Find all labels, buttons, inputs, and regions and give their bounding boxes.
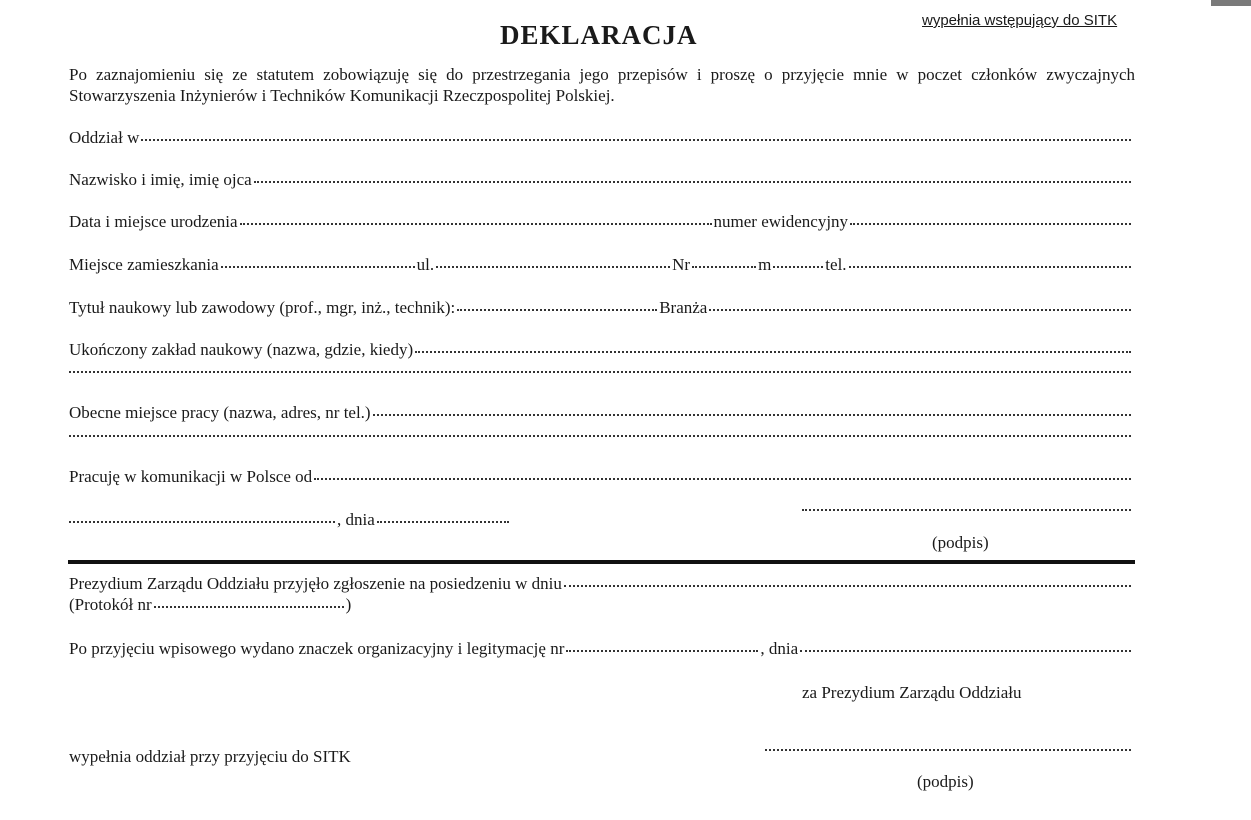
label-dnia-2: , dnia: [760, 639, 799, 658]
input-line-komunikacja[interactable]: [314, 477, 1131, 480]
field-row-prezydium: [69, 574, 1133, 594]
field-row-zaklad-cont: [69, 372, 1133, 375]
label-m: m: [758, 255, 772, 274]
field-row-address: [69, 255, 1133, 275]
field-row-praca-cont: [69, 436, 1133, 439]
input-line-ul[interactable]: [436, 265, 670, 268]
label-miejsce-zamieszkania: Miejsce zamieszkania: [69, 255, 219, 274]
label-tytul: Tytuł naukowy lub zawodowy (prof., mgr, inż., technik):: [69, 298, 456, 317]
field-row-title: [69, 298, 1133, 318]
fill-note: wypełnia wstępujący do SITK: [922, 12, 1118, 29]
intro-text: Po zaznajomieniu się ze statutem zobowiązuję się do przestrzegania jego przepisów i proszę o przyjęcie mnie w poczet członków zwyczajnych Stowarzyszenia Inżynierów i Techników Komunikacji Rzeczpospolitej Polskiej.: [69, 65, 1135, 105]
label-branza: Branża: [659, 298, 708, 317]
input-line-legitymacja-nr[interactable]: [566, 649, 758, 652]
label-oddzial: Oddział w: [69, 128, 140, 147]
scan-edge-mark: [1211, 0, 1251, 6]
input-line-numer-ewidencyjny[interactable]: [850, 222, 1131, 225]
signature-row-2: [765, 750, 1133, 753]
label-tel: tel.: [825, 255, 847, 274]
input-line-oddzial[interactable]: [141, 138, 1131, 141]
field-row-zaklad: [69, 340, 1133, 360]
input-line-praca[interactable]: [373, 413, 1131, 416]
field-row-protokol: [69, 595, 389, 615]
wypelnia-oddzial-label: wypełnia oddział przy przyjęciu do SITK: [69, 747, 351, 766]
input-line-dnia-2[interactable]: [800, 649, 1131, 652]
field-row-nazwisko: [69, 170, 1133, 190]
label-komunikacja: Pracuję w komunikacji w Polsce od: [69, 467, 313, 486]
label-numer-ewidencyjny: numer ewidencyjny: [713, 212, 849, 231]
field-row-praca: [69, 403, 1133, 423]
label-nr: Nr: [672, 255, 691, 274]
input-line-data-urodzenia[interactable]: [240, 222, 712, 225]
input-line-tytul[interactable]: [457, 308, 657, 311]
label-zaklad: Ukończony zakład naukowy (nazwa, gdzie, kiedy): [69, 340, 414, 359]
input-line-nr[interactable]: [692, 265, 756, 268]
signature-row-1: [802, 510, 1133, 513]
input-line-posiedzenie[interactable]: [564, 584, 1131, 587]
podpis-label-1: (podpis): [932, 533, 989, 552]
input-line-miejsce[interactable]: [221, 265, 415, 268]
input-line-zaklad-cont[interactable]: [69, 370, 1131, 373]
form-title: DEKLARACJA: [500, 20, 698, 50]
field-row-komunikacja: [69, 467, 1133, 487]
input-line-dnia-1[interactable]: [377, 520, 509, 523]
input-line-place[interactable]: [69, 520, 335, 523]
label-ul: ul.: [416, 255, 435, 274]
label-data-urodzenia: Data i miejsce urodzenia: [69, 212, 238, 231]
label-protokol-close: ): [345, 595, 352, 614]
field-row-wpisowe: [69, 639, 1133, 659]
label-prezydium: Prezydium Zarządu Oddziału przyjęło zgłoszenie na posiedzeniu w dniu: [69, 574, 562, 593]
label-wpisowe: Po przyjęciu wpisowego wydano znaczek organizacyjny i legitymację nr: [69, 639, 565, 658]
label-dnia-1: , dnia: [337, 510, 375, 529]
input-line-nazwisko[interactable]: [254, 180, 1131, 183]
label-praca: Obecne miejsce pracy (nazwa, adres, nr tel.): [69, 403, 371, 422]
input-line-protokol[interactable]: [154, 605, 344, 608]
za-prezydium-label: za Prezydium Zarządu Oddziału: [802, 683, 1022, 702]
signature-line-1[interactable]: [802, 508, 1131, 511]
podpis-label-2: (podpis): [917, 772, 974, 791]
field-row-oddzial: [69, 128, 1133, 148]
label-protokol: (Protokół nr: [69, 595, 152, 614]
input-line-zaklad[interactable]: [415, 350, 1131, 353]
label-nazwisko: Nazwisko i imię, imię ojca: [69, 170, 252, 189]
section-divider: [68, 560, 1135, 564]
field-row-place-date: [69, 510, 519, 530]
signature-line-2[interactable]: [765, 748, 1131, 751]
input-line-tel[interactable]: [849, 265, 1131, 268]
field-row-birth: [69, 212, 1133, 232]
input-line-branza[interactable]: [709, 308, 1131, 311]
input-line-m[interactable]: [773, 265, 823, 268]
input-line-praca-cont[interactable]: [69, 434, 1131, 437]
